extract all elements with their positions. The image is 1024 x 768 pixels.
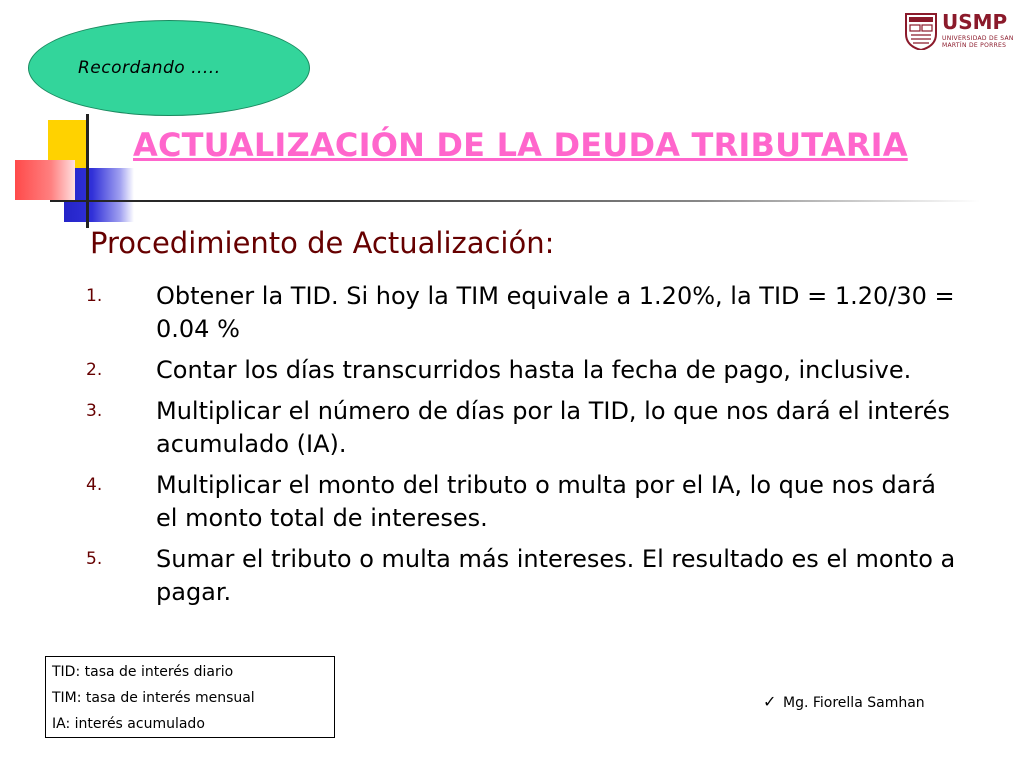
usmp-seal-icon [906,14,936,50]
glossary-item: TIM: tasa de interés mensual [52,690,255,706]
step-item [86,543,956,609]
step-text: Multiplicar el monto del tributo o multa por el IA, lo que nos dará el monto total de intereses. [156,471,937,532]
logo-name: USMP [942,10,1008,34]
step-item [86,354,956,387]
logo-subtitle: UNIVERSIDAD DE SAN MARTÍN DE PORRES [942,35,1014,49]
decor-horizontal-line [50,200,980,202]
step-number: 3. [86,401,103,421]
glossary-item: TID: tasa de interés diario [52,664,234,680]
decor-red-square [15,160,75,200]
step-number: 5. [86,549,103,569]
step-text: Multiplicar el número de días por la TID, lo que nos dará el interés acumulado (IA). [156,397,950,458]
glossary-item: IA: interés acumulado [52,716,205,732]
author-credit [763,692,925,711]
glossary-box [45,656,335,738]
step-item [86,280,956,346]
step-text: Sumar el tributo o multa más intereses. El resultado es el monto a pagar. [156,545,956,606]
step-item [86,469,956,535]
recall-bubble-text: Recordando ..... [78,58,221,78]
step-item [86,395,956,461]
step-text: Contar los días transcurridos hasta la fecha de pago, inclusive. [156,356,912,384]
procedure-heading: Procedimiento de Actualización: [90,226,555,260]
procedure-steps [86,280,956,617]
step-text: Obtener la TID. Si hoy la TIM equivale a 1.20%, la TID = 1.20/30 = 0.04 % [156,282,955,343]
checkmark-icon: ✓ [763,692,777,711]
slide-title: ACTUALIZACIÓN DE LA DEUDA TRIBUTARIA [133,126,908,164]
step-number: 2. [86,360,103,380]
step-number: 4. [86,475,103,495]
step-number: 1. [86,286,103,306]
decor-vertical-line [86,114,89,228]
author-name: Mg. Fiorella Samhan [783,695,925,711]
